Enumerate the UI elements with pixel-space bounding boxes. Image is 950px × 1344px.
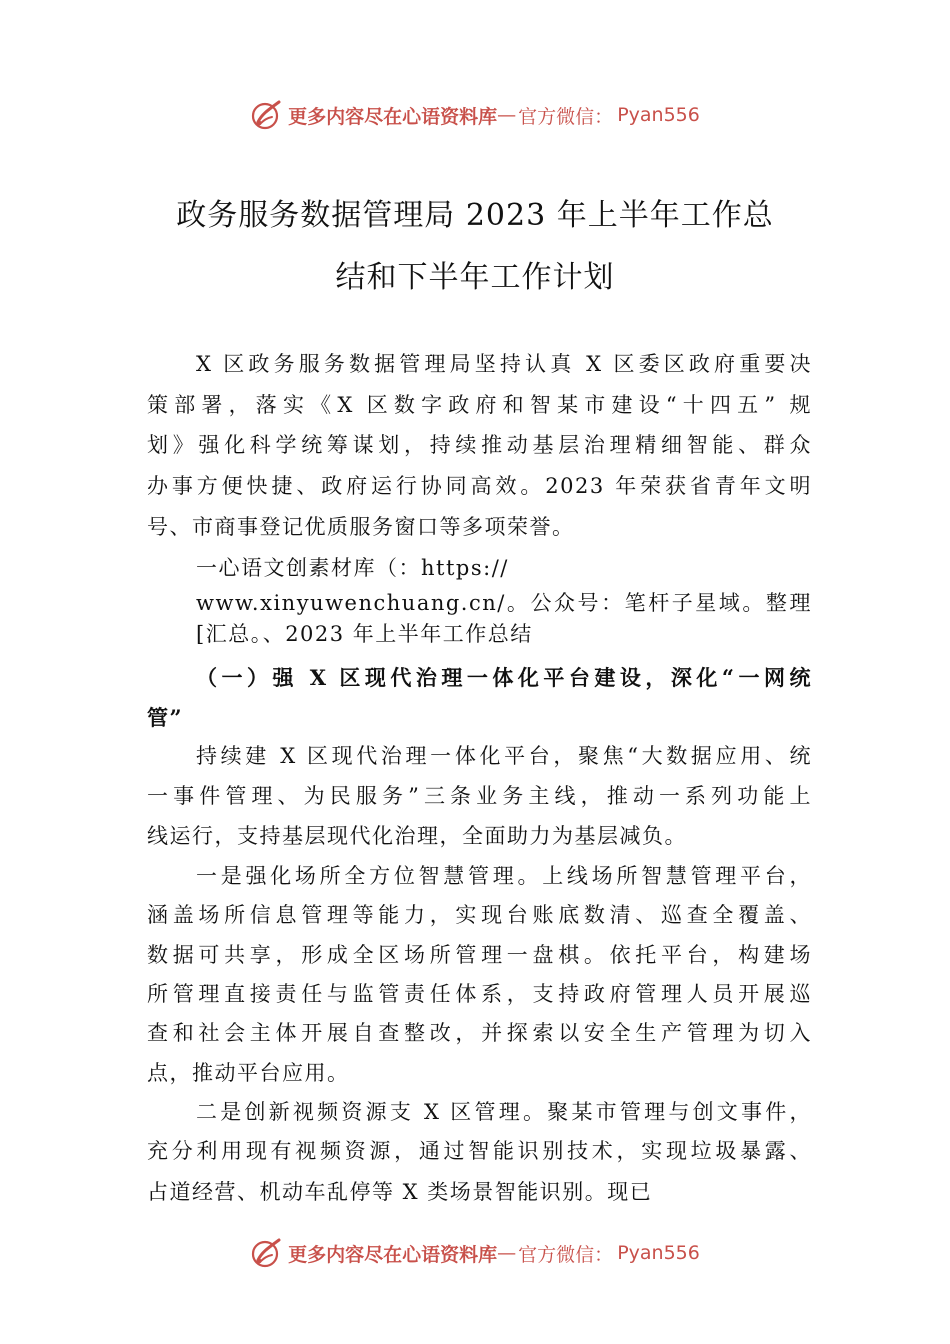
body-line: 充分利用现有视频资源，通过智能识别技术，实现垃圾暴露、 (147, 1139, 812, 1163)
body-line: 占道经营、机动车乱停等 X 类场景智能识别。现已 (147, 1180, 653, 1204)
body-line: www.xinyuwenchuang.cn/。公众号：笔杆子星域。整理 (196, 591, 812, 615)
banner-library-text: 更多内容尽在心语资料库 (288, 105, 498, 128)
body-line: 线运行，支持基层现代化治理，全面助力为基层减负。 (147, 824, 687, 848)
banner-separator: — (497, 104, 517, 126)
body-line: 二是创新视频资源支 X 区管理。聚某市管理与创文事件， (196, 1100, 812, 1124)
banner-wechat-id: Pyan556 (617, 104, 700, 126)
body-line: [汇总。、2023 年上半年工作总结 (196, 622, 533, 646)
body-line: 持续建 X 区现代治理一体化平台，聚焦“大数据应用、统 (196, 744, 812, 768)
document-title-line-1: 政务服务数据管理局 2023 年上半年工作总 (176, 198, 774, 233)
body-line: 策部署，落实《X 区数字政府和智某市建设“十四五” 规 (147, 393, 812, 417)
body-line: 点，推动平台应用。 (147, 1061, 350, 1085)
brush-logo-icon (250, 1236, 284, 1270)
section-heading-line: （一）强 X 区现代治理一体化平台建设，深化“一网统 (196, 665, 812, 690)
body-line: 一是强化场所全方位智慧管理。上线场所智慧管理平台， (196, 864, 812, 888)
banner-library-text: 更多内容尽在心语资料库 (288, 1243, 498, 1266)
body-line: X 区政务服务数据管理局坚持认真 X 区委区政府重要决 (196, 352, 812, 376)
brush-logo-icon (250, 98, 284, 132)
header-watermark-banner (0, 95, 950, 135)
section-heading-line: 管” (147, 705, 184, 730)
banner-wechat-id: Pyan556 (617, 1242, 700, 1264)
footer-watermark-banner (0, 1233, 950, 1273)
body-line: 一事件管理、为民服务”三条业务主线，推动一系列功能上 (147, 784, 812, 808)
body-line: 查和社会主体开展自查整改，并探索以安全生产管理为切入 (147, 1021, 812, 1045)
body-line: 涵盖场所信息管理等能力，实现台账底数清、巡查全覆盖、 (147, 903, 812, 927)
banner-wechat-label: 官方微信： (518, 105, 614, 128)
body-line: 数据可共享，形成全区场所管理一盘棋。依托平台，构建场 (147, 943, 812, 967)
body-line: 号、市商事登记优质服务窗口等多项荣誉。 (147, 515, 575, 539)
body-line: 划》强化科学统筹谋划，持续推动基层治理精细智能、群众 (147, 433, 812, 457)
document-title-line-2: 结和下半年工作计划 (335, 260, 615, 295)
banner-separator: — (497, 1242, 517, 1264)
body-line: 所管理直接责任与监管责任体系，支持政府管理人员开展巡 (147, 982, 812, 1006)
body-line: 一心语文创素材库（：https:// (196, 556, 509, 580)
body-line: 办事方便快捷、政府运行协同高效。2023 年荣获省青年文明 (147, 474, 812, 498)
banner-wechat-label: 官方微信： (518, 1243, 614, 1266)
